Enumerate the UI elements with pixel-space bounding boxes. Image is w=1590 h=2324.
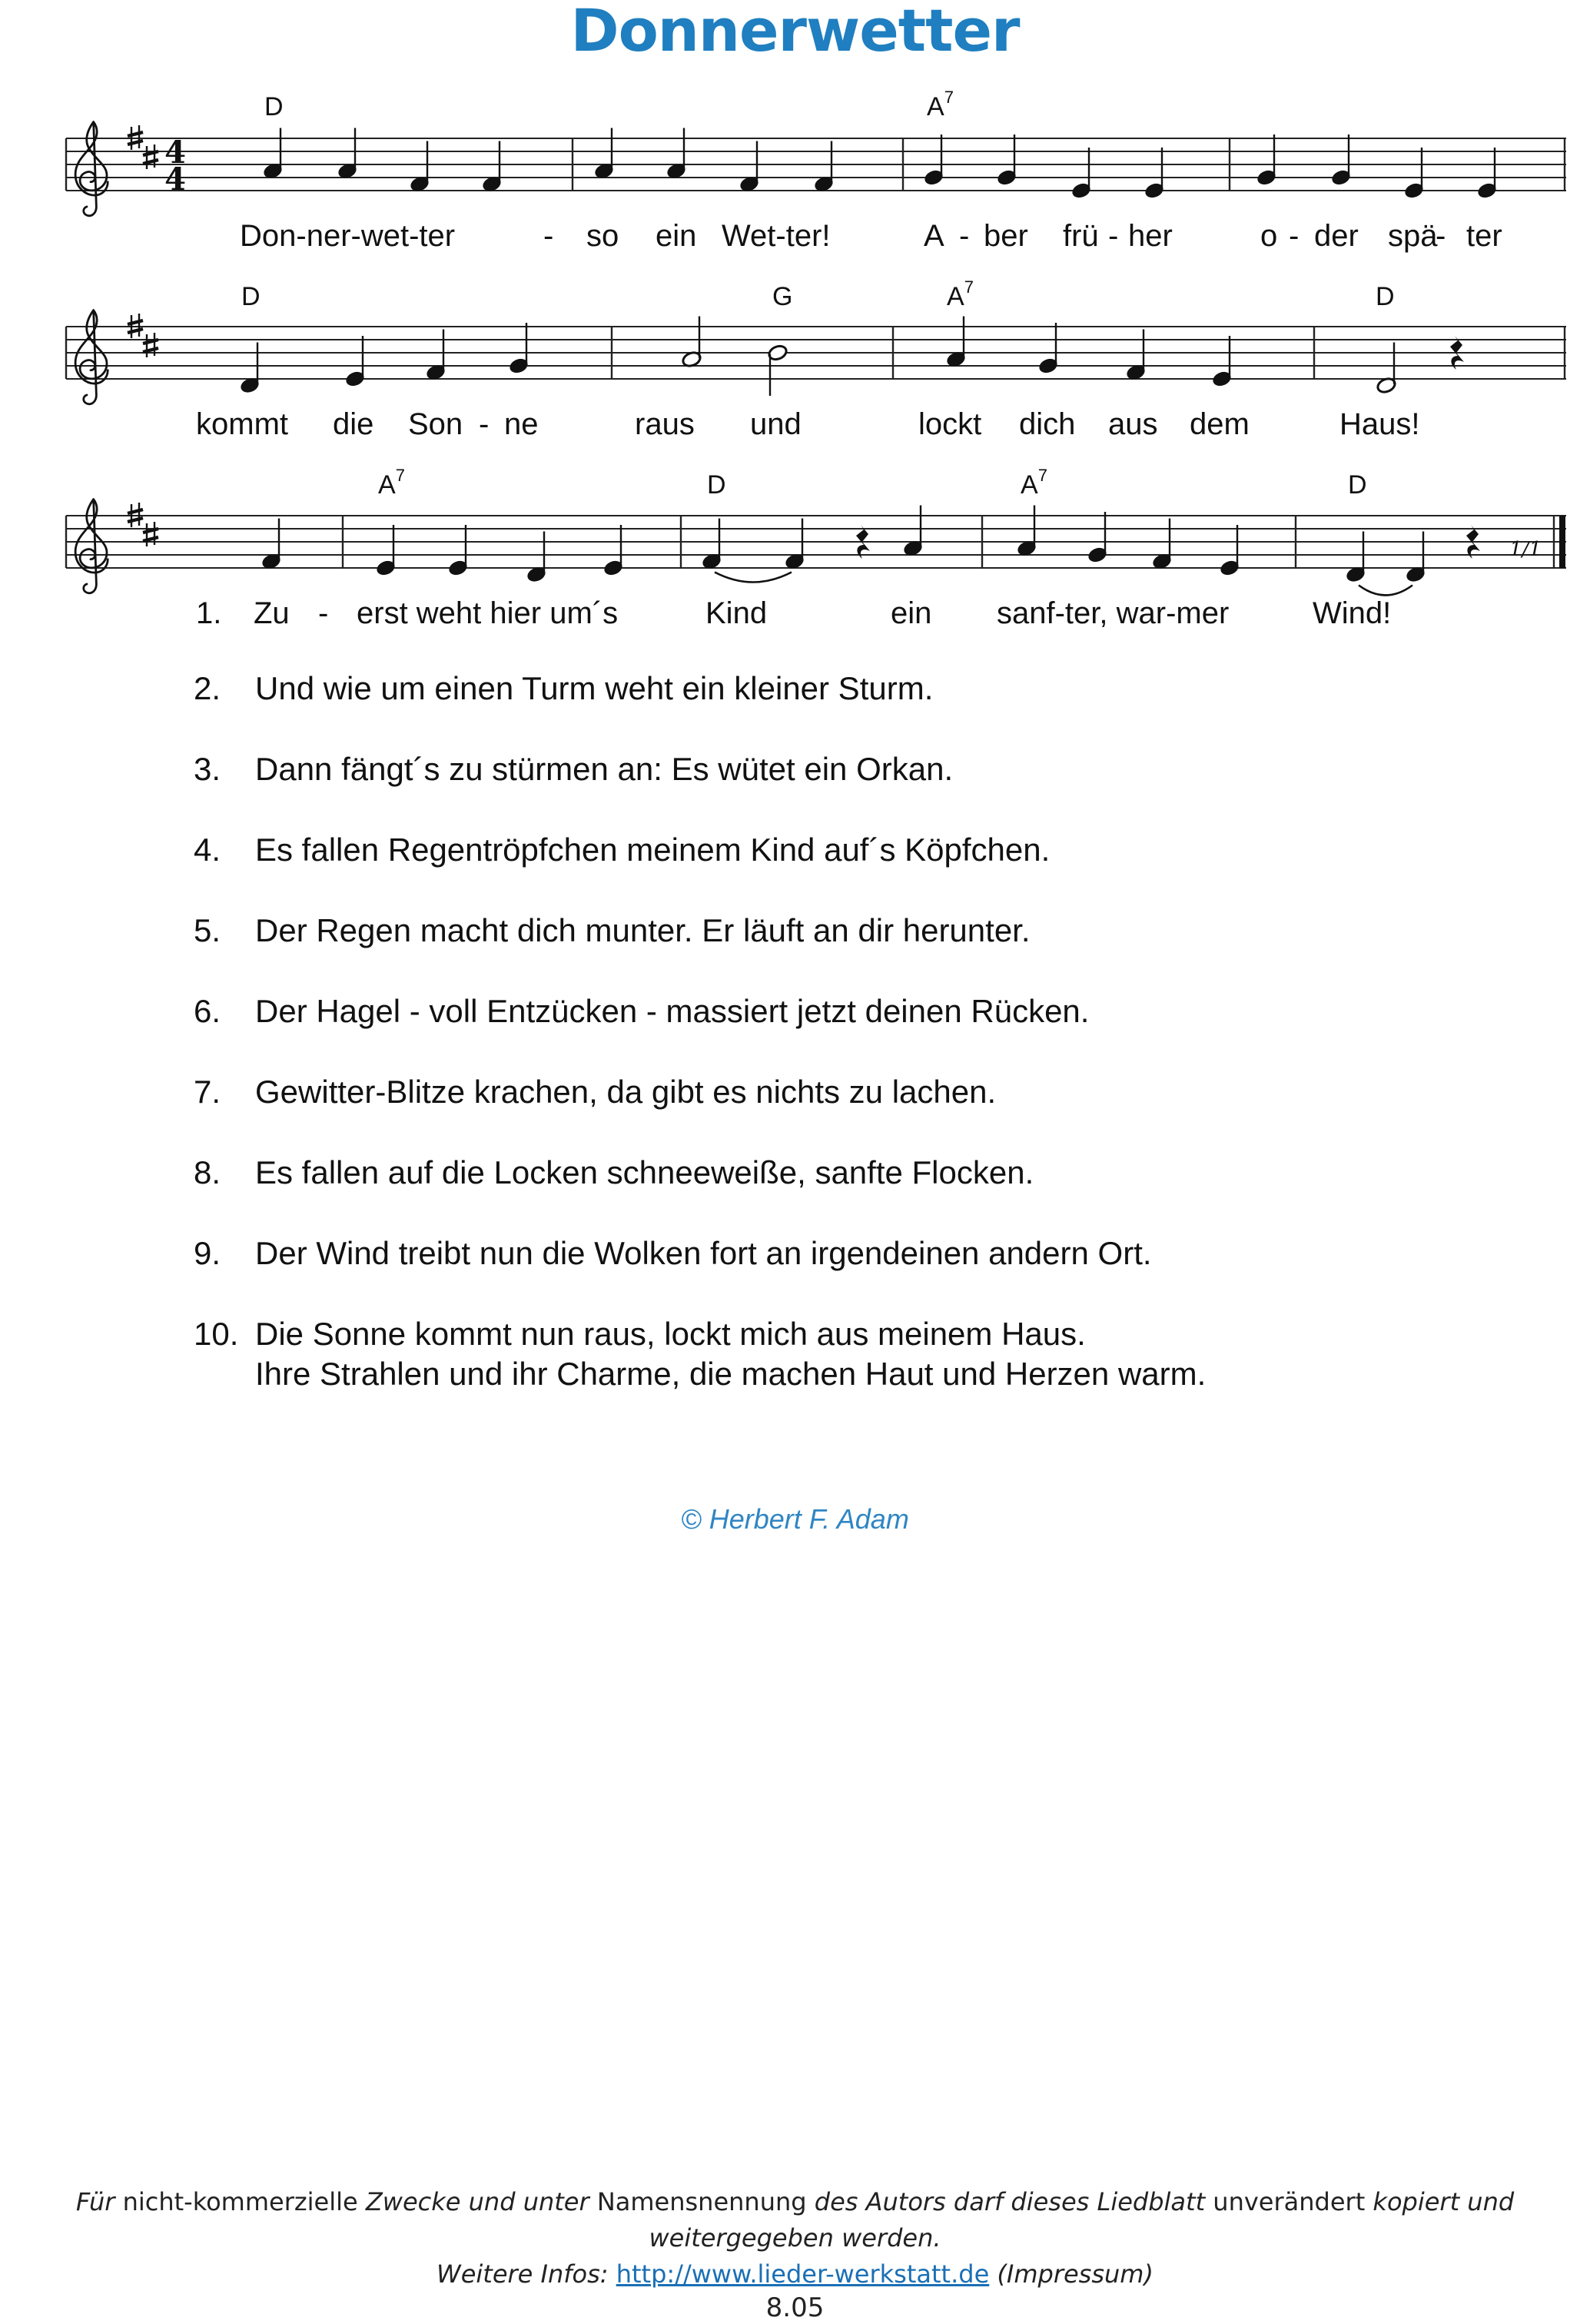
lyric-syllable: - [479, 407, 490, 441]
verse-number: 8. [194, 1154, 221, 1190]
staff-line-2 [66, 310, 1566, 404]
verse-number: 6. [194, 993, 221, 1029]
verse-line: Der Regen macht dich munter. Er läuft an dir herunter. [255, 912, 1031, 948]
music-note [1219, 525, 1240, 577]
music-note [508, 323, 529, 375]
lyric-syllable: - [318, 596, 329, 630]
staff-line-1 [66, 122, 1566, 216]
verse-item [194, 669, 1500, 709]
svg-text:D [707, 470, 726, 500]
verse-item [194, 1314, 1500, 1394]
music-note [1151, 519, 1172, 571]
verse-line: Ihre Strahlen und ihr Charme, die machen Haut und Herzen warm. [255, 1356, 1207, 1392]
verse-text [255, 1072, 1500, 1112]
music-note [526, 532, 546, 584]
lyric-syllable: Zu [254, 596, 290, 630]
verse-line: Und wie um einen Turm weht ein kleiner Sturm. [255, 670, 934, 706]
music-note [1376, 343, 1396, 395]
music-note [739, 141, 759, 194]
music-note [813, 141, 834, 194]
time-signature-top: 4 [164, 134, 186, 171]
lyric-syllable: - [543, 219, 554, 253]
tie [715, 573, 792, 583]
lyric-syllable: so [586, 219, 619, 253]
svg-text:D [1348, 470, 1367, 500]
verse-text [255, 1314, 1500, 1394]
verse-item [194, 830, 1500, 870]
music-note [425, 330, 446, 382]
chord-symbol: D [264, 92, 284, 121]
music-note [602, 525, 623, 577]
lyric-syllable: und [750, 407, 802, 441]
chord-symbol: D [1376, 282, 1395, 311]
svg-text:D [264, 92, 284, 121]
music-note [1037, 323, 1058, 375]
music-note [337, 128, 357, 181]
lyric-syllable: kommt [196, 407, 288, 441]
copyright-notice: © Herbert F. Adam [681, 1503, 909, 1535]
lyric-syllable: - [1436, 219, 1446, 253]
music-note [593, 128, 614, 181]
music-note [375, 525, 396, 577]
lyric-syllable: - [1108, 219, 1119, 253]
staff-line-3 [66, 500, 1566, 593]
lyric-syllable: aus [1108, 407, 1158, 441]
verse-number: 10. [194, 1316, 239, 1352]
music-note [1403, 148, 1424, 200]
music-note [701, 519, 722, 571]
chord-symbol: A [927, 92, 944, 121]
svg-text:A7 [378, 466, 405, 500]
verse-number: 4. [194, 832, 221, 868]
lyric-syllable: raus [635, 407, 695, 441]
music-note [447, 525, 468, 577]
verse-text [255, 1233, 1500, 1273]
svg-text:A7 [927, 88, 954, 121]
music-note [945, 317, 966, 369]
music-note [902, 506, 923, 558]
license-text: Für nicht-kommerzielle Zwecke und unter Namensnennung des Autors darf dieses Liedblatt unverändert kopiert und weitergegeben werden. [75, 2187, 1515, 2253]
song-title: Donnerwetter [570, 0, 1020, 65]
verse-item [194, 1072, 1500, 1112]
verse-text [255, 830, 1500, 870]
lyric-syllable: ein [891, 596, 932, 630]
music-note [1016, 506, 1037, 558]
verse-line: Es fallen Regentröpfchen meinem Kind auf´s Köpfchen. [255, 832, 1051, 868]
music-note [923, 134, 944, 187]
sheet-music [0, 0, 1590, 630]
music-note [1125, 330, 1146, 382]
music-note [666, 128, 686, 181]
lyric-syllable: Wind! [1313, 596, 1392, 630]
music-note [784, 519, 805, 571]
lyric-syllable: erst weht hier um´s [357, 596, 619, 630]
page-number: 8.05 [765, 2292, 825, 2323]
more-info-line: Weitere Infos: http://www.lieder-werkstatt.de (Impressum) [437, 2259, 1153, 2289]
verse-item [194, 1233, 1500, 1273]
lyric-syllable: Kind [705, 596, 768, 630]
lyric-syllable: frü [1063, 219, 1099, 253]
chord-superscript: 7 [944, 88, 954, 107]
chord-symbol: G [772, 282, 793, 311]
svg-text:G [772, 282, 792, 311]
website-link[interactable]: http://www.lieder-werkstatt.de [616, 2259, 990, 2289]
verse-text [255, 911, 1500, 951]
music-note [996, 134, 1017, 187]
lyric-syllable: dich [1019, 407, 1076, 441]
lyric-syllable: A [924, 219, 944, 253]
music-note [1476, 148, 1497, 200]
lyric-syllable: Haus! [1339, 407, 1420, 441]
lyric-syllable: ein [656, 219, 697, 253]
tie [1359, 586, 1412, 596]
license-footer [0, 2184, 1590, 2292]
verse-number: 2. [194, 670, 221, 706]
chord-symbol: A [947, 282, 964, 311]
lyric-syllable: spä [1388, 219, 1438, 253]
verse-text [255, 669, 1500, 709]
music-note [767, 344, 788, 396]
verse-item [194, 991, 1500, 1031]
verse-number: 9. [194, 1235, 221, 1271]
verse-item [194, 911, 1500, 951]
verse-line: Es fallen auf die Locken schneeweiße, sanfte Flocken. [255, 1154, 1034, 1190]
music-note [1211, 336, 1232, 388]
music-note [1330, 134, 1351, 187]
verse-line: Dann fängt´s zu stürmen an: Es wütet ein Orkan. [255, 751, 954, 787]
verse-number: 3. [194, 751, 221, 787]
verse-text [255, 991, 1500, 1031]
chord-superscript: 7 [964, 277, 974, 297]
verse-line: Der Hagel - voll Entzücken - massiert jetzt deinen Rücken. [255, 993, 1090, 1029]
music-note [1256, 134, 1276, 187]
chord-symbol: D [1348, 470, 1367, 500]
verse-text [255, 1153, 1500, 1193]
lyric-syllable: Don-ner-wet-ter [240, 219, 456, 253]
lyric-syllable: ter [1466, 219, 1502, 253]
verse-number: 7. [194, 1074, 221, 1110]
lyric-syllable: o [1260, 219, 1278, 253]
verse-item [194, 1153, 1500, 1193]
music-note [262, 128, 283, 181]
lyric-syllable: ne [504, 407, 539, 441]
lyric-syllable: der [1314, 219, 1359, 253]
lyric-syllable: die [333, 407, 374, 441]
chord-symbol: D [707, 470, 726, 500]
music-note [1087, 512, 1107, 564]
lyric-syllable: 1. [196, 596, 222, 630]
chord-superscript: 7 [395, 466, 405, 485]
chord-symbol: D [241, 282, 261, 311]
lyric-syllable: her [1128, 219, 1173, 253]
music-note [681, 317, 702, 369]
svg-text:D [1376, 282, 1395, 311]
verse-text [255, 749, 1500, 789]
svg-text:A7 [947, 277, 974, 311]
chord-symbol: A [1021, 470, 1038, 500]
music-note [1345, 532, 1366, 584]
music-note [481, 141, 502, 194]
music-note [409, 141, 430, 194]
time-signature-bottom: 4 [164, 161, 186, 198]
lyric-syllable: Son [408, 407, 463, 441]
lyric-syllable: sanf-ter, war-mer [997, 596, 1230, 630]
music-note [1071, 148, 1091, 200]
verse-line: Der Wind treibt nun die Wolken fort an irgendeinen andern Ort. [255, 1235, 1152, 1271]
music-note [1405, 532, 1426, 584]
music-note [261, 519, 281, 571]
verse-line: Die Sonne kommt nun raus, lockt mich aus meinem Haus. [255, 1316, 1086, 1352]
lyric-syllable: lockt [918, 407, 982, 441]
music-note [1144, 148, 1164, 200]
lyric-syllable: ber [984, 219, 1028, 253]
repeat-mark: 1/1 [1509, 538, 1542, 561]
verse-number: 5. [194, 912, 221, 948]
lyric-syllable: - [1289, 219, 1300, 253]
music-note [239, 343, 260, 395]
verse-line: Gewitter-Blitze krachen, da gibt es nichts zu lachen. [255, 1074, 997, 1110]
svg-text:A7 [1021, 466, 1047, 500]
lyric-syllable: Wet-ter! [722, 219, 831, 253]
music-note [344, 336, 365, 388]
svg-text:D [241, 282, 261, 311]
lyric-syllable: dem [1190, 407, 1250, 441]
verse-item [194, 749, 1500, 789]
lyric-syllable: - [959, 219, 970, 253]
chord-symbol: A [378, 470, 396, 500]
chord-superscript: 7 [1037, 466, 1047, 485]
verse-list [194, 669, 1500, 1435]
